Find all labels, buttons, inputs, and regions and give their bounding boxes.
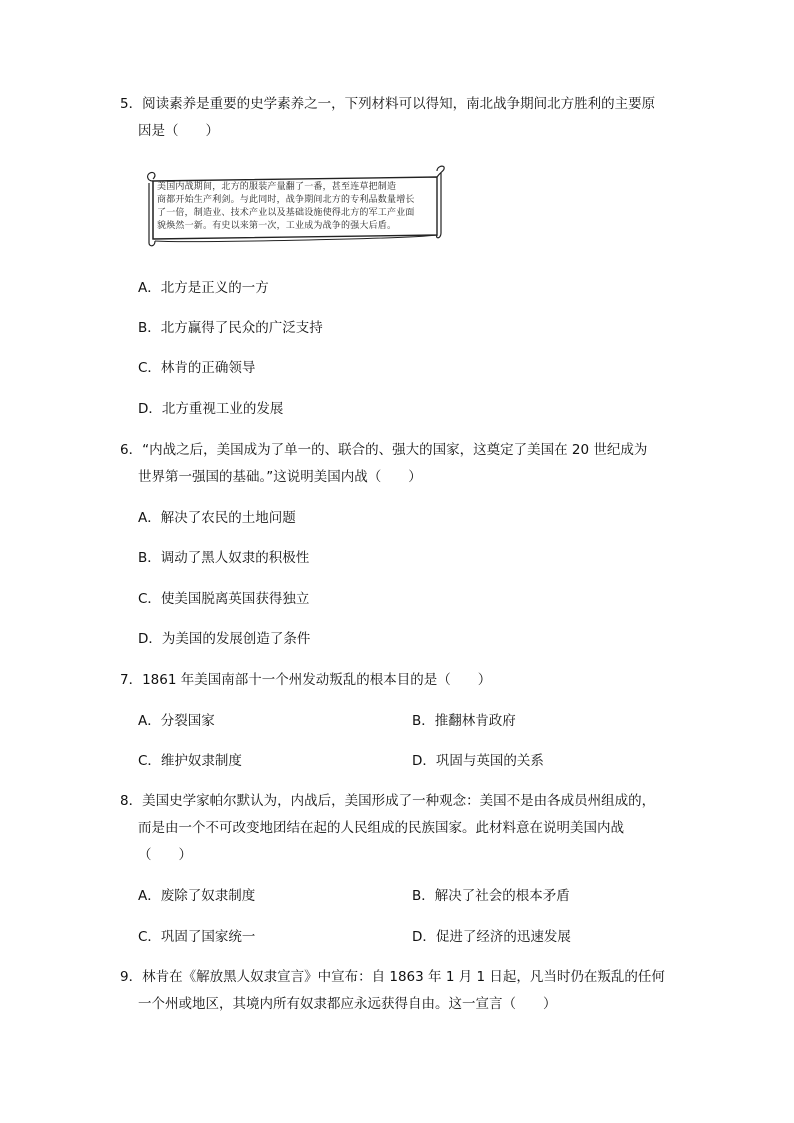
q5-option-d: D．北方重视工业的发展 bbox=[138, 401, 284, 417]
q5-stem-line-2: 因是（ ） bbox=[138, 123, 219, 139]
q7-option-a: A．分裂国家 bbox=[138, 713, 215, 729]
q8-option-c: C．巩固了国家统一 bbox=[138, 929, 256, 945]
q5-material-scroll bbox=[145, 165, 445, 250]
q7-option-b: B．推翻林肯政府 bbox=[412, 713, 516, 729]
q8-option-b: B．解决了社会的根本矛盾 bbox=[412, 888, 570, 904]
q5-option-b: B．北方赢得了民众的广泛支持 bbox=[138, 320, 323, 336]
q8-stem-line-2: 而是由一个不可改变地团结在起的人民组成的民族国家。此材料意在说明美国内战 bbox=[138, 820, 624, 836]
q5-stem-line-1: 5．阅读素养是重要的史学素养之一，下列材料可以得知，南北战争期间北方胜利的主要原 bbox=[120, 96, 656, 112]
q5-option-a: A．北方是正义的一方 bbox=[138, 280, 269, 296]
q5-material-text: 美国内战期间，北方的服装产量翻了一番，甚至连草把制造 商都开始生产利剑。与此同时，战争期间北方的专利品数量增长 了一倍，制造业、技术产业以及基础设施使得北方的军工产业面 貌焕然一新。有史以来第一次，工业成为战争的强大后盾。 bbox=[157, 182, 415, 231]
q6-stem-line-1: 6．“内战之后，美国成为了单一的、联合的、强大的国家，这奠定了美国在 20 世纪成为 bbox=[120, 442, 648, 458]
q7-option-c: C．维护奴隶制度 bbox=[138, 753, 242, 769]
q6-stem-line-2: 世界第一强国的基础。”这说明美国内战（ ） bbox=[138, 469, 422, 485]
q5-option-c: C．林肯的正确领导 bbox=[138, 360, 256, 376]
q6-option-b: B．调动了黑人奴隶的积极性 bbox=[138, 550, 310, 566]
q6-option-a: A．解决了农民的土地问题 bbox=[138, 510, 296, 526]
q9-stem-line-2: 一个州或地区，其境内所有奴隶都应永远获得自由。这一宣言（ ） bbox=[138, 996, 557, 1012]
q8-option-a: A．废除了奴隶制度 bbox=[138, 888, 256, 904]
q7-option-d: D．巩固与英国的关系 bbox=[412, 753, 544, 769]
q9-stem-line-1: 9．林肯在《解放黑人奴隶宣言》中宣布：自 1863 年 1 月 1 日起，凡当时仍在叛乱的任何 bbox=[120, 969, 665, 985]
q8-stem-line-3: （ ） bbox=[138, 847, 192, 863]
q6-option-c: C．使美国脱离英国获得独立 bbox=[138, 591, 310, 607]
q6-option-d: D．为美国的发展创造了条件 bbox=[138, 631, 311, 647]
q8-stem-line-1: 8．美国史学家帕尔默认为，内战后，美国形成了一种观念：美国不是由各成员州组成的， bbox=[120, 793, 656, 809]
q7-stem-line-1: 7．1861 年美国南部十一个州发动叛乱的根本目的是（ ） bbox=[120, 672, 492, 688]
q8-option-d: D．促进了经济的迅速发展 bbox=[412, 929, 571, 945]
